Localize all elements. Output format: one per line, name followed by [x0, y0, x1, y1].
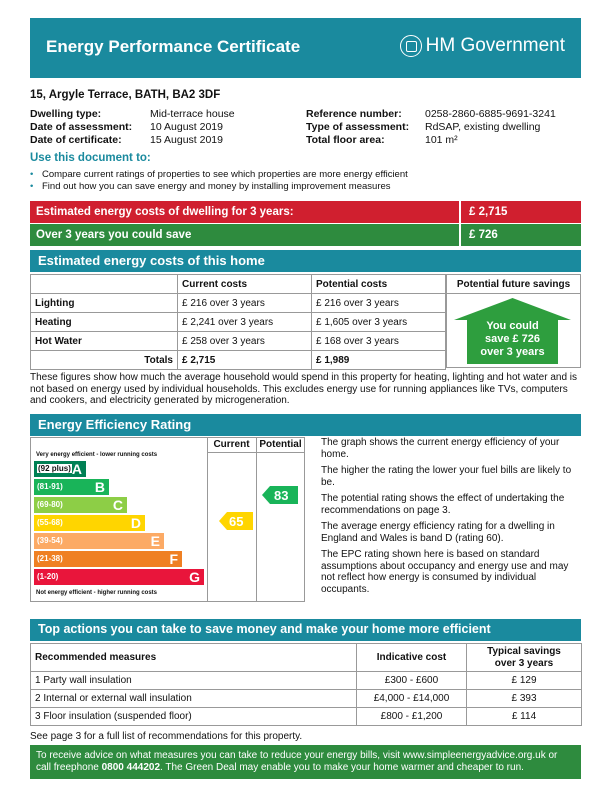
dwelling-type-label: Dwelling type: [30, 108, 102, 120]
advice-text: . The Green Deal may enable you to make your home warmer and cheaper to run. [160, 762, 524, 773]
potential-column-header: Potential [259, 439, 302, 450]
actions-section-title [30, 619, 581, 641]
reference-value: 0258-2860-6885-9691-3241 [425, 108, 556, 120]
reference-label: Reference number: [306, 108, 402, 120]
total-current: £ 2,715 [178, 351, 312, 370]
rating-explanation: The higher the rating the lower your fuel bills are likely to be. [321, 465, 572, 488]
freephone-number: 0800 444202 [101, 762, 161, 773]
divider [256, 437, 257, 602]
savings-header-line: Typical savings [487, 645, 561, 657]
hm-government-label: HM Government [425, 35, 565, 56]
current-rating-pointer [219, 512, 253, 530]
very-efficient-label: Very energy efficient - lower running costs [36, 452, 158, 458]
could-save-value: £ 726 [469, 229, 498, 241]
rating-explanation: The EPC rating shown here is based on standard assumptions about occupancy and energy use and may not reflect how energy is consumed by individual occupants. [321, 549, 569, 595]
column-header-current: Current costs [178, 275, 312, 294]
certificate-date-label: Date of certificate: [30, 134, 122, 146]
rating-band-b [34, 479, 109, 495]
property-address: 15, Argyle Terrace, BATH, BA2 3DF [30, 89, 221, 101]
list-item: • Find out how you can save energy and money by installing improvement measures [30, 181, 408, 193]
rating-explanation: The potential rating shows the effect of undertaking the recommendations on page 3. [321, 493, 565, 516]
current-rating-value: 65 [229, 514, 244, 529]
costs-note: These figures show how much the average household would spend in this property for heating, lighting and hot water and is not based on energy used by individual households. This excludes energy use for running appliances like TVs, computers and cookers, and electricity generated by microgeneration. [30, 372, 578, 406]
potential-cost: £ 216 over 3 years [312, 294, 446, 313]
band-letter: D [130, 515, 141, 531]
column-header-potential: Potential costs [312, 275, 446, 294]
measure-cost: £800 - £1,200 [357, 708, 467, 726]
assessment-date-label: Date of assessment: [30, 121, 133, 133]
band-letter: E [150, 533, 160, 549]
reference-values [425, 108, 556, 147]
measure-saving: £ 393 [467, 690, 582, 708]
could-save-bar [30, 224, 581, 246]
advice-banner [30, 745, 581, 779]
savings-header-line: over 3 years [494, 657, 554, 669]
rating-band-e [34, 533, 164, 549]
not-efficient-label: Not energy efficient - higher running costs [36, 590, 158, 596]
column-header-savings [467, 644, 582, 672]
advice-line: To receive advice on what measures you can take to reduce your energy bills, visit www.simpleenergyadvice.org.uk or [36, 750, 558, 761]
total-potential: £ 1,989 [312, 351, 446, 370]
band-letter: C [112, 497, 123, 513]
totals-label: Totals [31, 351, 178, 370]
dwelling-labels [30, 108, 132, 147]
table-row [31, 351, 446, 370]
advice-text: call freephone [36, 762, 102, 773]
current-column-header: Current [213, 439, 250, 450]
row-label: Lighting [31, 294, 178, 313]
band-range: (1-20) [37, 572, 59, 581]
table-cell [31, 275, 178, 294]
band-letter: A [71, 461, 82, 477]
measure-saving: £ 114 [467, 708, 582, 726]
table-row [31, 672, 582, 690]
rating-section-title [30, 414, 581, 436]
measure-name: 3 Floor insulation (suspended floor) [31, 708, 357, 726]
table-row [31, 644, 582, 672]
table-row [31, 275, 446, 294]
estimated-costs-value: £ 2,715 [469, 206, 508, 218]
band-range: (69-80) [37, 500, 63, 509]
assessment-type-label: Type of assessment: [306, 121, 410, 133]
band-range: (55-68) [37, 518, 63, 527]
could-save-label: Over 3 years you could save [36, 229, 192, 241]
assessment-date-value: 10 August 2019 [150, 121, 223, 133]
rating-band-d [34, 515, 145, 531]
table-row [31, 332, 446, 351]
dwelling-values [150, 108, 235, 147]
band-range: (92 plus) [38, 464, 71, 473]
measure-name: 1 Party wall insulation [31, 672, 357, 690]
estimated-costs-label: Estimated energy costs of dwelling for 3 years: [36, 206, 294, 218]
band-range: (81-91) [37, 482, 63, 491]
row-label: Hot Water [31, 332, 178, 351]
measure-cost: £300 - £600 [357, 672, 467, 690]
certificate-date-value: 15 August 2019 [150, 134, 223, 146]
savings-line: over 3 years [480, 346, 545, 358]
rating-band-a [34, 461, 86, 477]
estimated-costs-bar [30, 201, 581, 223]
measure-name: 2 Internal or external wall insulation [31, 690, 357, 708]
actions-table [30, 643, 582, 726]
divider [459, 201, 461, 223]
rating-explanation: The graph shows the current energy efficiency of your home. [321, 437, 560, 460]
table-row [31, 690, 582, 708]
current-cost: £ 2,241 over 3 years [178, 313, 312, 332]
potential-cost: £ 1,605 over 3 years [312, 313, 446, 332]
floor-area-value: 101 m² [425, 134, 458, 146]
savings-line: save £ 726 [484, 333, 541, 345]
future-savings-header: Potential future savings [447, 275, 580, 294]
costs-section-heading: Estimated energy costs of this home [38, 253, 265, 268]
potential-rating-pointer [262, 486, 298, 504]
assessment-type-value: RdSAP, existing dwelling [425, 121, 541, 133]
rating-band-f [34, 551, 182, 567]
band-letter: F [169, 551, 178, 567]
see-page-note: See page 3 for a full list of recommendations for this property. [30, 731, 303, 742]
rating-explanation: The average energy efficiency rating for a dwelling in England and Wales is band D (rating 60). [321, 521, 555, 544]
potential-rating-value: 83 [274, 488, 289, 503]
measure-saving: £ 129 [467, 672, 582, 690]
current-cost: £ 216 over 3 years [178, 294, 312, 313]
table-row [31, 313, 446, 332]
advice-line [36, 762, 575, 774]
hm-government-logo [400, 35, 565, 57]
potential-cost: £ 168 over 3 years [312, 332, 446, 351]
band-range: (39-54) [37, 536, 63, 545]
reference-labels [306, 108, 409, 147]
rating-band-g [34, 569, 204, 585]
measure-cost: £4,000 - £14,000 [357, 690, 467, 708]
rating-band-c [34, 497, 127, 513]
certificate-title: Energy Performance Certificate [46, 37, 301, 56]
costs-section-title [30, 250, 581, 272]
certificate-header [30, 18, 581, 78]
dwelling-type-value: Mid-terrace house [150, 108, 235, 120]
band-letter: G [189, 569, 200, 585]
use-document-list [30, 169, 408, 193]
band-range: (21-38) [37, 554, 63, 563]
row-label: Heating [31, 313, 178, 332]
current-cost: £ 258 over 3 years [178, 332, 312, 351]
costs-table [30, 274, 446, 370]
royal-crest-icon [400, 35, 422, 57]
actions-section-heading: Top actions you can take to save money and make your home more efficient [38, 622, 491, 636]
savings-line: You could [486, 320, 539, 332]
column-header-cost: Indicative cost [357, 644, 467, 672]
savings-arrow-text [454, 320, 571, 359]
table-row [31, 294, 446, 313]
band-letter: B [94, 479, 105, 495]
floor-area-label: Total floor area: [306, 134, 385, 146]
column-header-measures: Recommended measures [31, 644, 357, 672]
divider [207, 437, 208, 602]
use-document-title: Use this document to: [30, 152, 151, 164]
divider [459, 224, 461, 246]
rating-section-heading: Energy Efficiency Rating [38, 417, 192, 432]
list-item: • Compare current ratings of properties to see which properties are more energy efficient [30, 169, 408, 181]
table-row [31, 708, 582, 726]
